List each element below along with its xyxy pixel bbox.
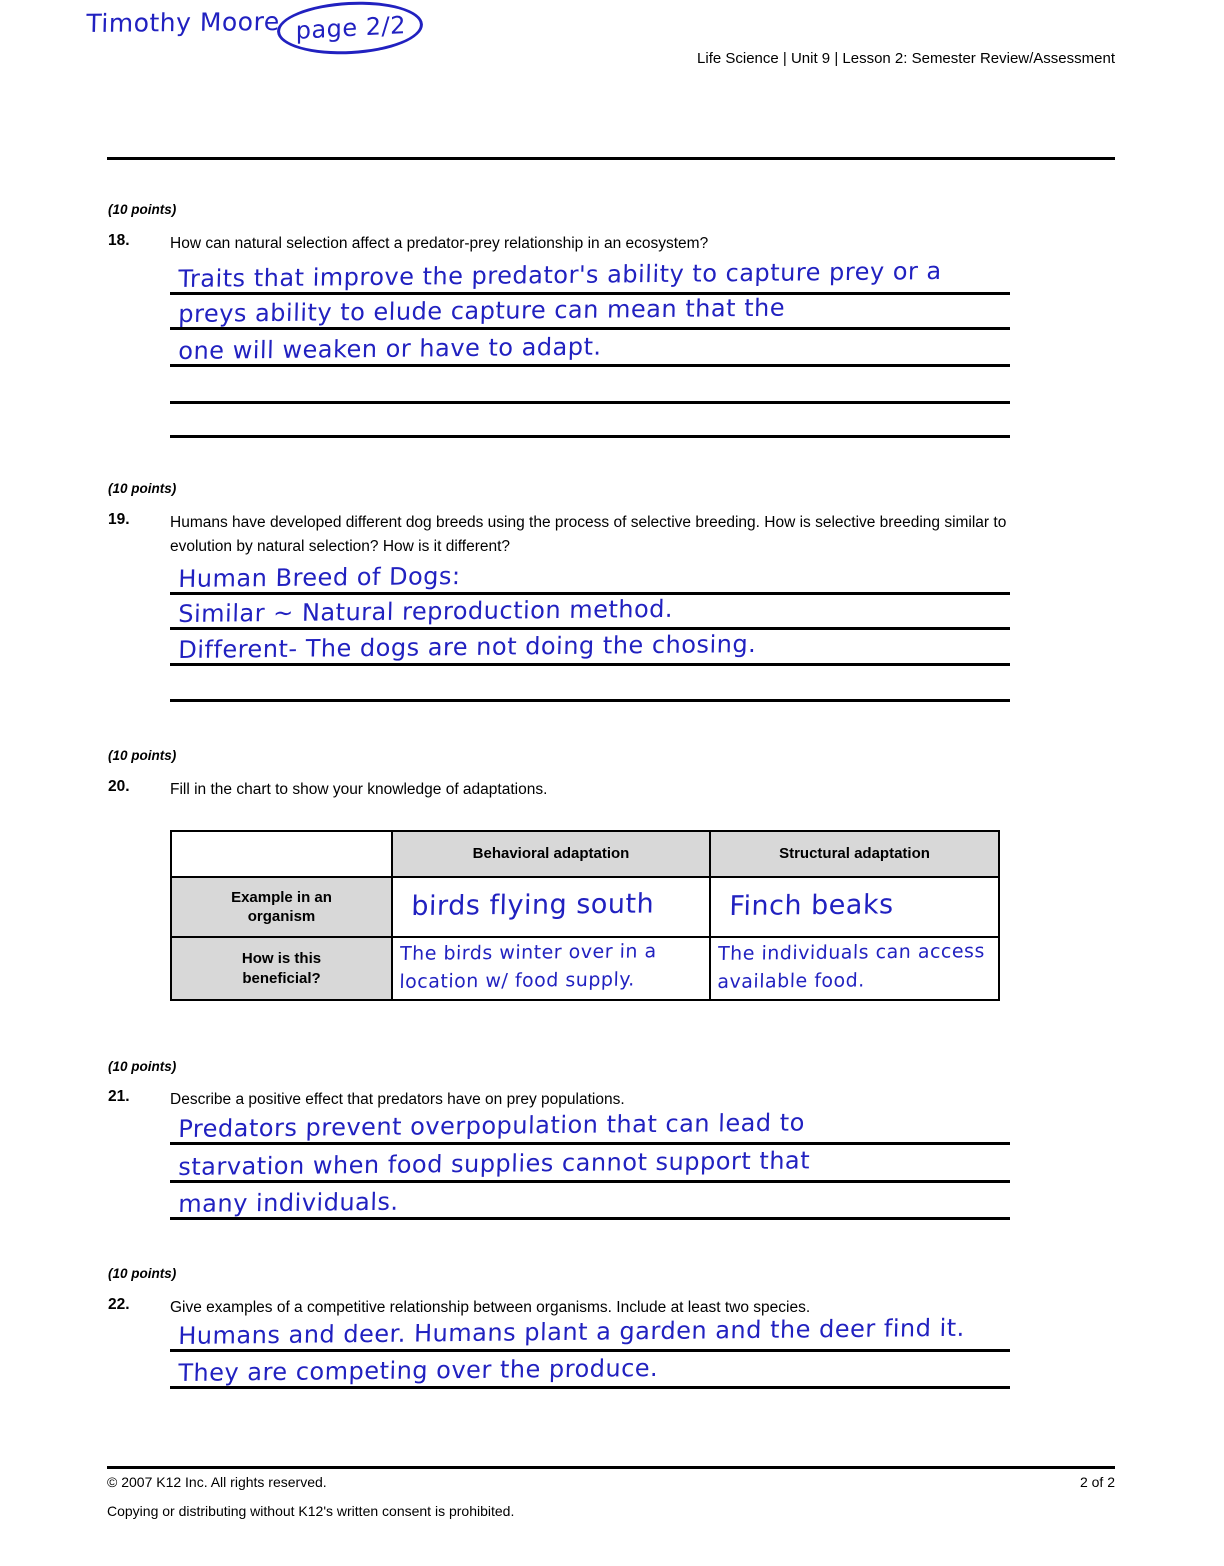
q21-answer-line-3 bbox=[170, 1182, 1010, 1220]
q19-points: (10 points) bbox=[108, 481, 177, 496]
q21-points: (10 points) bbox=[108, 1059, 177, 1074]
table-cell-example-behavioral bbox=[393, 878, 711, 938]
header-divider-line bbox=[107, 157, 1115, 160]
adaptation-table bbox=[170, 830, 1000, 1001]
q18-answer-line-4 bbox=[170, 366, 1010, 404]
q18-number: 18. bbox=[108, 232, 130, 249]
q22-answer-line-2 bbox=[170, 1351, 1010, 1389]
q19-text: Humans have developed different dog breeds using the process of selective breeding. How is selective breeding similar to evolution by natural selection? How is it different? bbox=[170, 514, 1007, 556]
q18-answer-3: one will weaken or have to adapt. bbox=[177, 332, 602, 365]
q21-answer-2: starvation when food supplies cannot support that bbox=[177, 1145, 811, 1181]
q21-text: Describe a positive effect that predators have on prey populations. bbox=[170, 1091, 625, 1108]
student-name-handwriting: Timothy Moore bbox=[85, 6, 281, 38]
q18-points: (10 points) bbox=[108, 202, 177, 217]
q21-answer-line-1 bbox=[170, 1107, 1010, 1145]
table-header-behavioral: Behavioral adaptation bbox=[393, 832, 711, 878]
q19-answer-3: Different- The dogs are not doing the chosing. bbox=[177, 629, 757, 664]
page-annotation-label: page 2/2 bbox=[295, 10, 406, 45]
q20-answer-structural-benefit: The individuals can access available food. bbox=[717, 940, 986, 993]
footer-divider-line bbox=[107, 1466, 1115, 1469]
q21-answer-line-2 bbox=[170, 1145, 1010, 1183]
footer-copyright: © 2007 K12 Inc. All rights reserved. bbox=[107, 1474, 327, 1490]
q21-answer-1: Predators prevent overpopulation that can lead to bbox=[177, 1108, 806, 1143]
footer-notice: Copying or distributing without K12's written consent is prohibited. bbox=[107, 1503, 515, 1519]
q20-number: 20. bbox=[108, 778, 130, 795]
q18-answer-line-1 bbox=[170, 257, 1010, 295]
table-cell-example-structural bbox=[711, 878, 998, 938]
q19-answer-line-2 bbox=[170, 592, 1010, 630]
q21-answer-3: many individuals. bbox=[177, 1187, 399, 1218]
q22-number: 22. bbox=[108, 1296, 130, 1313]
footer-row bbox=[107, 1474, 1115, 1490]
table-cell-beneficial-structural bbox=[711, 938, 998, 999]
table-rowlabel-beneficial: How is this beneficial? bbox=[172, 938, 393, 999]
q22-points: (10 points) bbox=[108, 1266, 177, 1281]
q20-answer-structural-example: Finch beaks bbox=[728, 889, 895, 923]
q20-text: Fill in the chart to show your knowledge of adaptations. bbox=[170, 781, 548, 798]
q19-number: 19. bbox=[108, 511, 130, 528]
q22-answer-1: Humans and deer. Humans plant a garden and the deer find it. bbox=[177, 1313, 966, 1350]
table-corner-cell bbox=[172, 832, 393, 878]
q20-answer-behavioral-benefit: The birds winter over in a location w/ food supply. bbox=[399, 940, 657, 993]
q18-answer-1: Traits that improve the predator's ability to capture prey or a bbox=[177, 256, 943, 293]
q19-answer-2: Similar ~ Natural reproduction method. bbox=[177, 594, 674, 628]
footer-page-number: 2 of 2 bbox=[1079, 1474, 1115, 1490]
q20-answer-behavioral-example: birds flying south bbox=[410, 888, 655, 923]
table-rowlabel-example: Example in an organism bbox=[172, 878, 393, 938]
q18-text: How can natural selection affect a predator-prey relationship in an ecosystem? bbox=[170, 235, 709, 252]
q19-answer-line-1 bbox=[170, 557, 1010, 595]
document-header-title: Life Science | Unit 9 | Lesson 2: Semester Review/Assessment bbox=[697, 50, 1115, 67]
q18-answer-2: preys ability to elude capture can mean that the bbox=[177, 293, 786, 328]
q19-answer-line-3 bbox=[170, 628, 1010, 666]
q18-answer-line-3 bbox=[170, 329, 1010, 367]
q18-answer-line-2 bbox=[170, 292, 1010, 330]
q19-answer-line-4 bbox=[170, 664, 1010, 702]
q22-text: Give examples of a competitive relationship between organisms. Include at least two species. bbox=[170, 1299, 811, 1316]
table-cell-beneficial-behavioral bbox=[393, 938, 711, 999]
q22-answer-line-1 bbox=[170, 1314, 1010, 1352]
q20-points: (10 points) bbox=[108, 748, 177, 763]
q19-answer-1: Human Breed of Dogs: bbox=[177, 561, 461, 593]
q22-answer-2: They are competing over the produce. bbox=[177, 1353, 659, 1387]
q18-answer-line-5 bbox=[170, 400, 1010, 438]
table-header-structural: Structural adaptation bbox=[711, 832, 998, 878]
q21-number: 21. bbox=[108, 1088, 130, 1105]
